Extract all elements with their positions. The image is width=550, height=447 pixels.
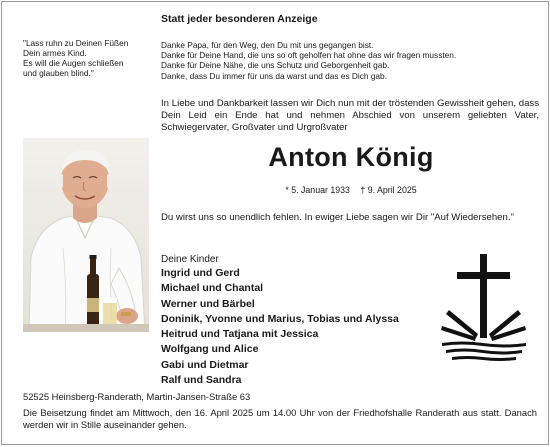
family-address: 52525 Heinsberg-Randerath, Martin-Jansen-Straße 63 (23, 391, 251, 402)
thanks-line: Danke für Deine Hand, die uns so oft geholfen hat ohne das wir fragen mussten. (161, 50, 457, 61)
obituary-notice (1, 1, 549, 445)
thanks-line: Danke, dass Du immer für uns da warst und das es Dich gab. (161, 70, 387, 81)
birth-date: * 5. Januar 1933 (285, 185, 350, 195)
poem-line: Es will die Augen schließen (23, 58, 124, 68)
intro-paragraph: In Liebe und Dankbarkeit lassen wir Dich nun mit der tröstenden Gewissheit gehen, dass Dein Leid ein Ende hat und nehmen Abschied von unserem geliebten Vater, Schwiegervater, Großvater und Urgroßvater (161, 98, 539, 133)
list-item: Michael und Chantal (161, 282, 264, 295)
list-item: Werner und Bärbel (161, 297, 255, 310)
poem-line: Dein armes Kind. (23, 48, 87, 58)
children-list (161, 266, 399, 388)
portrait-photo (23, 138, 149, 332)
poem (23, 38, 158, 78)
list-item: Ingrid und Gerd (161, 267, 240, 279)
thanks-line: Danke Papa, für den Weg, den Du mit uns gegangen bist. (161, 40, 374, 50)
deceased-name: Anton König (268, 142, 434, 172)
thanks-line: Danke für Deine Nähe, die uns Schutz und Geborgenheit gab. (161, 60, 390, 71)
thanks-text (161, 40, 456, 81)
list-item: Heitrud und Tatjana mit Jessica (161, 328, 319, 341)
portrait-illustration (23, 138, 149, 332)
list-item: Wolfgang und Alice (161, 343, 259, 356)
funeral-details: Die Beisetzung findet am Mittwoch, den 16. April 2025 um 14.00 Uhr von der Friedhofshalle Randerath aus statt. Danach werden wir in Stille auseinander gehen. (23, 407, 537, 430)
list-item: Gabi und Dietmar (161, 358, 249, 371)
list-item: Ralf und Sandra (161, 374, 242, 387)
poem-line: und glauben blind." (23, 68, 94, 78)
cross-sunrise-icon (440, 254, 540, 362)
farewell-paragraph: Du wirst uns so unendlich fehlen. In ewiger Liebe sagen wir Dir "Auf Wiedersehen." (161, 212, 514, 223)
life-dates (162, 185, 540, 195)
death-date: † 9. April 2025 (360, 185, 417, 195)
poem-line: "Lass ruhn zu Deinen Füßen (23, 38, 129, 48)
children-title: Deine Kinder (161, 254, 219, 265)
cross-icon (440, 254, 540, 362)
list-item: Doninik, Yvonne und Marius, Tobias und Alyssa (161, 312, 399, 325)
notice-heading: Statt jeder besonderen Anzeige (161, 13, 318, 25)
